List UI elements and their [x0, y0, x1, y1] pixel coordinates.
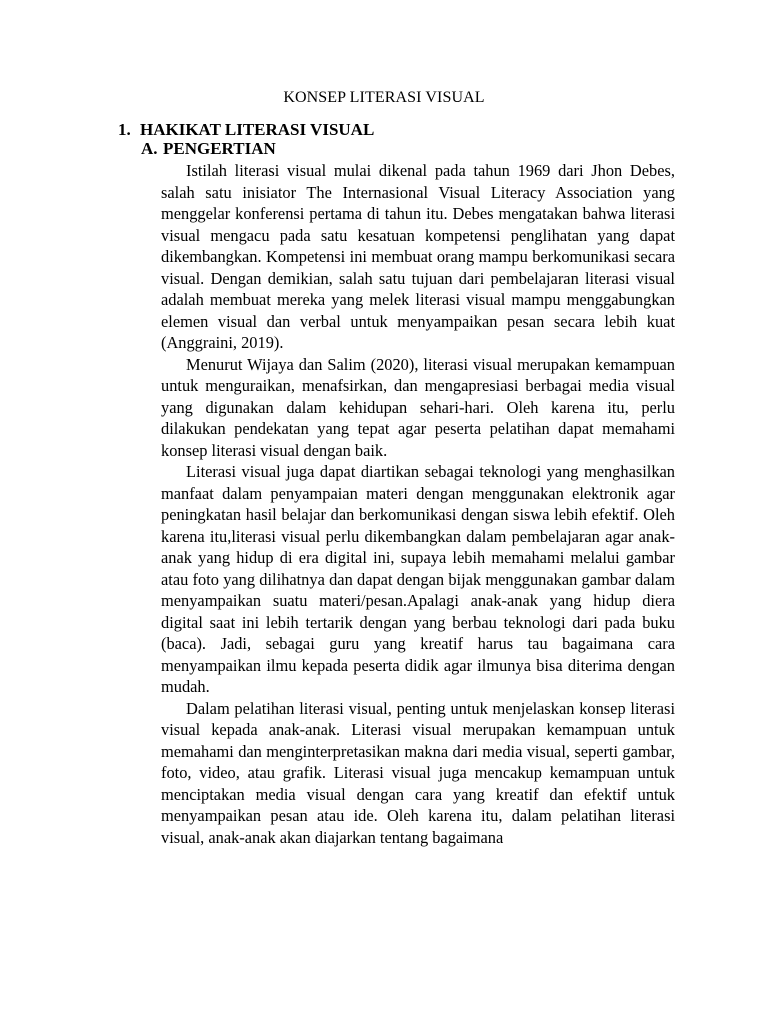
subsection-letter: A. [141, 139, 158, 158]
paragraph-2: Menurut Wijaya dan Salim (2020), literasi visual merupakan kemampuan untuk menguraikan, menafsirkan, dan mengapresiasi berbagai media visual yang digunakan dalam kehidupan sehari-hari. Oleh karena itu, perlu dilakukan pendekatan yang tepat agar peserta pelatihan dapat memahami konsep literasi visual dengan baik. [161, 354, 675, 460]
section-heading-text: HAKIKAT LITERASI VISUAL [140, 120, 375, 139]
document-title: KONSEP LITERASI VISUAL [283, 89, 485, 106]
paragraph-3: Literasi visual juga dapat diartikan sebagai teknologi yang menghasilkan manfaat dalam penyampaian materi dengan menggunakan elektronik agar peningkatan hasil belajar dan berkomunikasi dengan siswa lebih efektif. Oleh karena itu,literasi visual perlu dikembangkan dalam pembelajaran agar anak-anak yang hidup di era digital ini, supaya lebih memahami melalui gambar atau foto yang dilihatnya dan dapat dengan bijak menggunakan gambar dalam menyampaikan suatu materi/pesan.Apalagi anak-anak yang hidup diera digital saat ini lebih tertarik dengan yang berbau teknologi dari pada buku (baca). Jadi, sebagai guru yang kreatif harus tau bagaimana cara menyampaikan ilmu kepada peserta didik agar ilmunya bisa diterima dengan mudah. [161, 462, 675, 696]
subsection-heading [141, 138, 276, 160]
body-text [161, 160, 675, 848]
paragraph-4: Dalam pelatihan literasi visual, penting untuk menjelaskan konsep literasi visual kepada anak-anak. Literasi visual merupakan kemampuan untuk memahami dan menginterpretasikan makna dari media visual, seperti gambar, foto, video, atau grafik. Literasi visual juga mencakup kemampuan untuk menciptakan media visual dengan cara yang kreatif dan efektif untuk menyampaikan pesan atau ide. Oleh karena itu, dalam pelatihan literasi visual, anak-anak akan diajarkan tentang bagaimana [161, 698, 675, 847]
section-number: 1. [118, 120, 131, 139]
paragraph-1: Istilah literasi visual mulai dikenal pada tahun 1969 dari Jhon Debes, salah satu inisiator The Internasional Visual Literacy Association yang menggelar konferensi pertama di tahun itu. Debes mengatakan bahwa literasi visual mengacu pada satu kesatuan kompetensi penglihatan yang dapat dikembangkan. Kompetensi ini membuat orang mampu berkomunikasi secara visual. Dengan demikian, salah satu tujuan dari pembelajaran literasi visual adalah membuat mereka yang melek literasi visual mampu menggabungkan elemen visual dan verbal untuk menyampaikan pesan secara lebih kuat (Anggraini, 2019). [161, 161, 675, 352]
subsection-heading-text: PENGERTIAN [163, 139, 276, 158]
